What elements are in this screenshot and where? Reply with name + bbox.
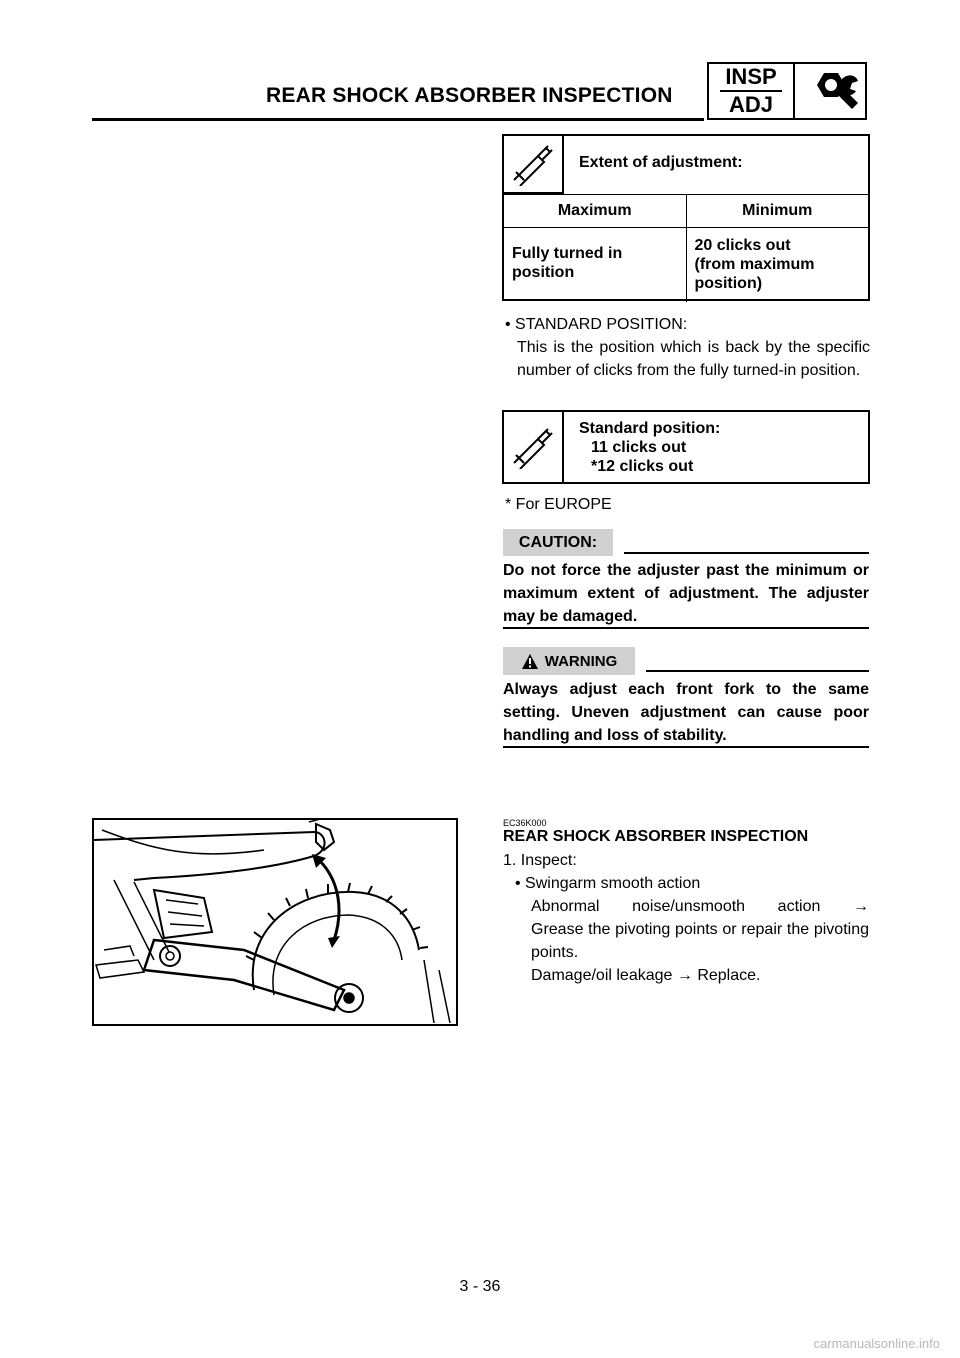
standard-position-values [579,419,720,476]
europe-footnote: * For EUROPE [505,496,612,513]
caution-badge: CAUTION: [503,529,613,556]
header-rule [92,118,704,121]
page-header-title: REAR SHOCK ABSORBER INSPECTION [266,84,673,107]
adjustment-table-row [504,228,868,302]
col-maximum: Maximum [504,195,687,227]
section-title: REAR SHOCK ABSORBER INSPECTION [503,828,809,845]
caliper-icon [504,136,564,194]
caution-end-rule [503,627,869,629]
section-badge [707,62,867,120]
inspection-steps [503,849,869,987]
min-value-line2: (from maximum [694,256,815,273]
min-value-line1: 20 clicks out [694,237,791,254]
adjustment-table-header [504,194,868,228]
caution-rule [624,552,869,554]
standard-position-bullet [505,313,870,382]
wrench-hex-icon [795,64,865,118]
warning-badge [503,647,635,675]
inspect-detail-1: Abnormal noise/unsmooth action → [531,898,869,915]
badge-insp: INSP [725,64,777,89]
watermark: carmanualsonline.info [813,1336,940,1351]
warning-text: Always adjust each front fork to the same setting. Uneven adjustment can cause poor handling and loss of stability. [503,681,869,744]
standard-position-value-2: *12 clicks out [591,458,694,475]
section-code: EC36K000 [503,818,547,828]
adjustment-spec-box [502,134,870,301]
min-value-line3: position) [694,275,763,292]
step-inspect: 1. Inspect: [503,852,577,869]
section-badge-text [709,64,795,118]
standard-position-value-1: 11 clicks out [591,439,687,456]
standard-position-spec-box [502,410,870,484]
warning-triangle-icon [521,653,539,670]
max-value-line2: position [512,264,575,281]
standard-position-text: This is the position which is back by the specific number of clicks from the fully turned-in position. [517,339,870,379]
page-number: 3 - 36 [459,1278,501,1295]
max-value-line1: Fully turned in [512,245,623,262]
standard-position-label: • STANDARD POSITION: [505,316,688,333]
col-minimum: Minimum [742,202,813,219]
caliper-icon [504,412,564,482]
adjustment-heading: Extent of adjustment: [579,154,743,171]
swingarm-illustration [92,818,458,1026]
warning-end-rule [503,746,869,748]
min-value [687,228,869,302]
standard-position-heading: Standard position: [579,420,721,437]
inspect-detail-3: Damage/oil leakage → Replace. [531,967,761,984]
badge-adj: ADJ [728,92,773,117]
adjustment-table [504,194,868,302]
caution-text: Do not force the adjuster past the minimum or maximum extent of adjustment. The adjuster may be damaged. [503,562,869,625]
warning-rule [646,670,869,672]
max-value [504,228,687,302]
inspect-item: • Swingarm smooth action [515,875,701,892]
warning-label: WARNING [544,652,618,670]
inspect-detail-2: Grease the pivoting points or repair the pivoting points. [531,921,869,961]
